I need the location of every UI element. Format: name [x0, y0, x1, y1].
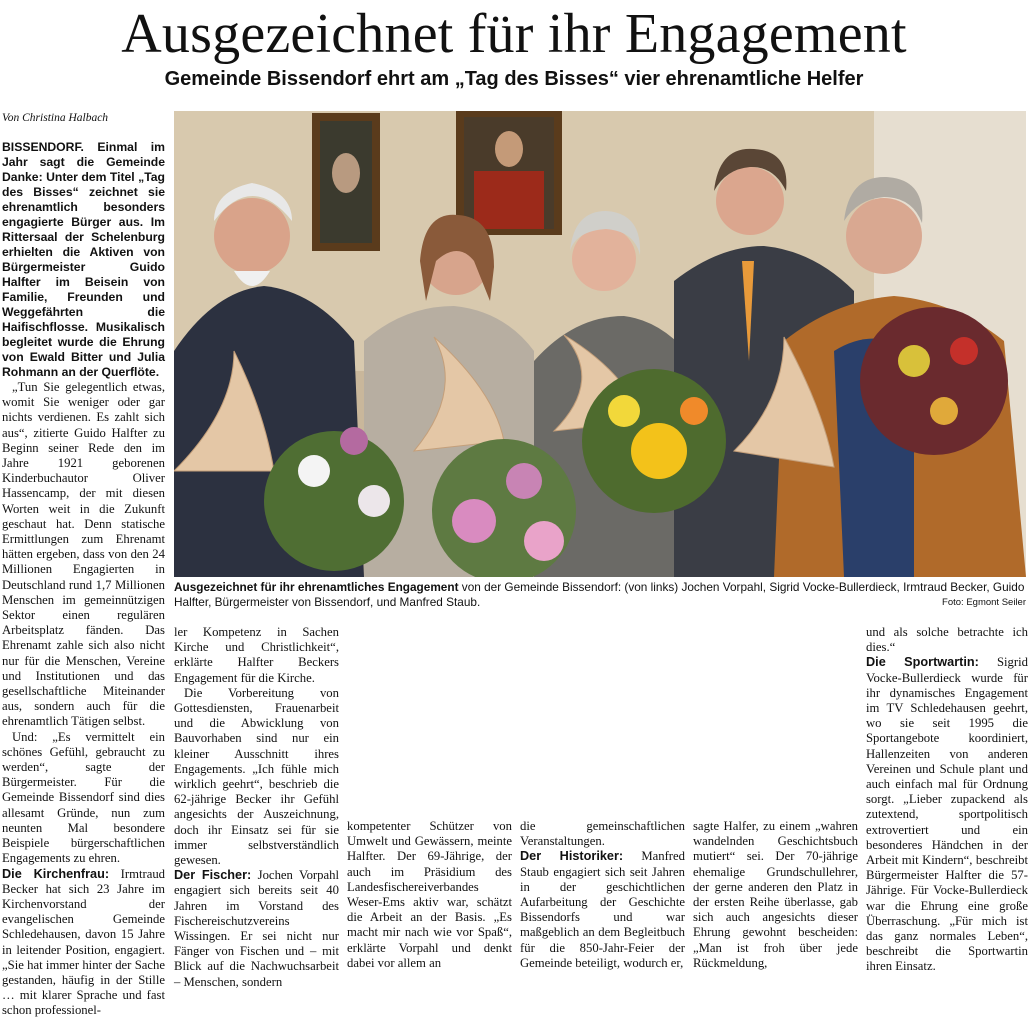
paragraph: Und: „Es vermittelt ein schönes Gefühl, gebraucht zu werden“, sagte der Bürgermeister. Für die Gemeinde Bissendorf sind dies allesamt Gründe, nun zum neunten Mal besondere Beispiele bürgerschaftlichen Engagements zu ehren.: [2, 729, 165, 866]
column-1: [2, 140, 165, 1019]
column-2: [174, 625, 339, 990]
paragraph-text: Manfred Staub engagiert sich seit Jahren in der geschichtlichen Aufarbeitung der Geschichte Bissendorfs und war maßgeblich an dem Begleitbuch für die 850-Jahr-Feier der Gemeinde beteiligt, wodurch er,: [520, 849, 685, 970]
headline: Ausgezeichnet für ihr Engagement: [121, 3, 907, 65]
column-6: [866, 625, 1028, 975]
paragraph: die gemeinschaftlichen Veranstaltungen.: [520, 819, 685, 849]
subheading-kirchenfrau: Die Kirchenfrau:: [2, 866, 110, 881]
paragraph-text: Irmtraud Becker hat sich 23 Jahre im Kirchenvorstand der evangelischen Gemeinde Schledehausen, davon 15 Jahre in leitender Position, engagiert. „Sie hat immer hinter der Sache gestanden, häufig in der Stille … mit klarer Sprache und fast schon professionel-: [2, 866, 166, 1018]
paragraph: „Tun Sie gelegentlich etwas, womit Sie weniger oder gar nichts verdienen. Es zahlt sich aus“, zitierte Guido Halfter zu Beginn seiner Rede den im Jahre 1921 geborenen Kinderbuchautor Oliver Hassencamp, der mit diesen Worten weit in die Zukunft geschaut hat. Denn statische Ermittlungen zum Ehrenamt hätten ergeben, dass von den 24 Millionen Engagierten in Deutschland rund 1,7 Millionen Menschen im gemeinnützigen Sektor einen regulären Arbeitsplatz fänden. Das Ehrenamt zahle sich also nicht nur für die Menschen, Vereine und Institutionen und das gesellschaftliche Miteinander aus, sondern auch für die ehrenamtlich Tätigen selbst.: [2, 380, 165, 729]
column-4: [520, 819, 685, 971]
photo-caption: [174, 580, 1026, 610]
subheading-fischer: Der Fischer:: [174, 868, 252, 883]
paragraph: [520, 849, 685, 971]
subheading-sportwartin: Die Sportwartin:: [866, 655, 979, 670]
caption-text: von der Gemeinde Bissendorf: (von links) Jochen Vorpahl, Sigrid Vocke-Bullerdieck, Irmtraud Becker, Guido Halfter, Bürgermeister von Bissendorf, und Manfred Staub.: [174, 580, 1025, 609]
column-5: [693, 819, 858, 971]
article-photo: [174, 111, 1026, 577]
lead-paragraph: BISSENDORF. Einmal im Jahr sagt die Gemeinde Danke: Unter dem Titel „Tag des Bisses“ zeichnet sie ehrenamtlich besonders engagierte Bürger aus. Im Rittersaal der Schelenburg erhielten die Aktiven von Bürgermeister Guido Halfter im Beisein von Familie, Freunden und Weggefährten die Haifischflosse. Musikalisch begleitet wurde die Ehrung von Ewald Bitter und Julia Rohmann an der Querflöte.: [2, 140, 165, 379]
subheadline: Gemeinde Bissendorf ehrt am „Tag des Bisses“ vier ehrenamtliche Helfer: [164, 68, 864, 90]
photo-illustration: [174, 111, 1026, 577]
column-3: [347, 819, 512, 971]
paragraph: sagte Halfer, zu einem „wahren wandelnden Geschichtsbuch mutiert“ sei. Der 70-jährige ehemalige Grundschullehrer, der gerne anderen den Platz in der ersten Reihe überlasse, gab sich auch angesichts dieser Ehrung gewohnt bescheiden: „Man ist froh über jede Rückmeldung,: [693, 819, 858, 970]
paragraph: und als solche betrachte ich dies.“: [866, 625, 1028, 655]
paragraph: kompetenter Schützer von Umwelt und Gewässern, meinte Halfter. Der 69-Jährige, der auch im Präsidium des Landesfischereiverbandes Weser-Ems aktiv war, schätzt die Arbeit an der Basis. „Es macht mir nach wie vor Spaß“, erklärte Vorpahl und denkt dabei vor allem an: [347, 819, 512, 970]
photo-credit: Foto: Egmont Seiler: [942, 597, 1026, 608]
caption-bold: Ausgezeichnet für ihr ehrenamtliches Engagement: [174, 580, 459, 594]
subheading-historiker: Der Historiker:: [520, 849, 624, 864]
paragraph-text: Sigrid Vocke-Bullerdieck wurde für ihr dynamisches Engagement im TV Schledehausen geehrt, wo sie seit 1995 die Sportangebote koordiniert, Hallenzeiten von anderen Vereinen und Schule plant und auch einfach mal für Ordnung sorgt. „Lieber zupackend als zutextend, sportpolitisch extrovertiert und ein besonderes Händchen in der Arbeit mit Kindern“, beschreibt Bürgermeister Halfter die 57-Jährige. Für Vocke-Bullerdieck war die Ehrung eine große Überraschung. „Für mich ist das ganz normales Leben“, beschreibt die Sportwartin ihren Einsatz.: [866, 655, 1028, 974]
paragraph: [174, 868, 339, 990]
byline: Von Christina Halbach: [2, 112, 109, 124]
paragraph: [866, 655, 1028, 974]
paragraph: Die Vorbereitung von Gottesdiensten, Frauenarbeit und die Abwicklung von Bauvorhaben sind nur ein kleiner Ausschnitt ihres Engagements. „Ich fühle mich wirklich geehrt“, beschrieb die 62-jährige Becker ihr Gefühl angesichts der Auszeichnung, doch ihr Einsatz sei für sie immer selbstverständlich gewesen.: [174, 685, 339, 868]
paragraph-text: Jochen Vorpahl engagiert sich bereits seit 40 Jahren im Vorstand des Fischereischutzvereins Wissingen. Er sei nicht nur Fänger von Fischen und – mit Blick auf die Nachwuchsarbeit – Menschen, sondern: [174, 868, 339, 989]
paragraph: [2, 867, 165, 1019]
paragraph: ler Kompetenz in Sachen Kirche und Christlichkeit“, erklärte Halfter Beckers Engagement für die Kirche.: [174, 625, 339, 685]
